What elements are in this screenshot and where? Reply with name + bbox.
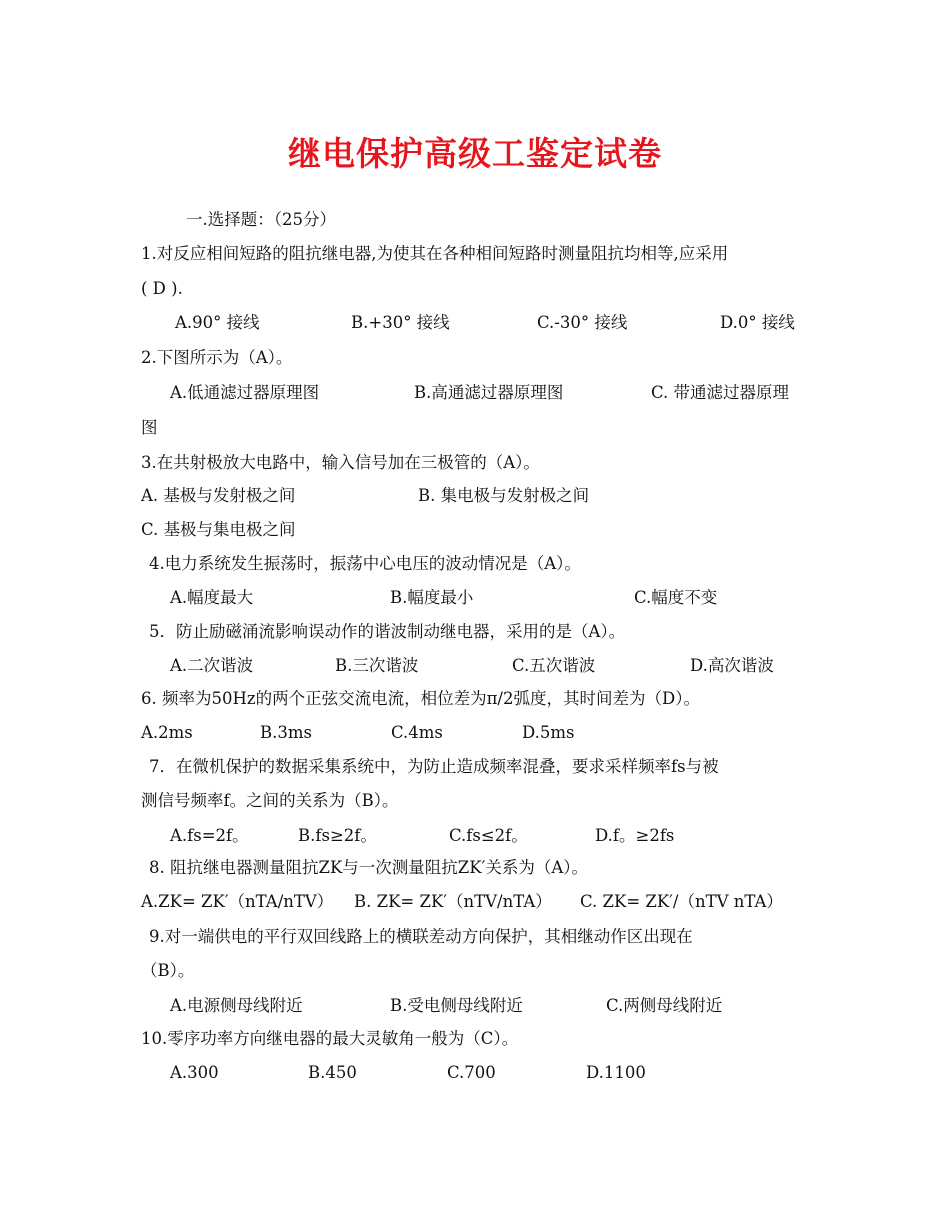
q1-option-c: C.-30° 接线 — [537, 313, 628, 332]
question-4-stem: 4.电力系统发生振荡时，振荡中心电压的波动情况是（A）。 — [149, 554, 581, 573]
q10-option-c: C.700 — [447, 1063, 496, 1082]
q10-option-a: A.300 — [170, 1063, 219, 1082]
question-5-stem: 5．防止励磁涌流影响误动作的谐波制动继电器，采用的是（A）。 — [149, 622, 626, 641]
section-heading: 一.选择题：（25分） — [186, 210, 336, 229]
q8-option-b: B. ZK= ZK′（nTV/nTA） — [354, 892, 552, 911]
q7-option-d: D.f。≥2fs — [595, 826, 675, 845]
question-9-stem-cont: （B）。 — [141, 961, 195, 980]
q3-option-c: C. 基极与集电极之间 — [141, 520, 296, 539]
q7-option-a: A.fs=2f。 — [170, 826, 249, 845]
q9-option-c: C.两侧母线附近 — [606, 996, 723, 1015]
q6-option-d: D.5ms — [522, 723, 575, 742]
q2-option-c-wrap: 图 — [141, 418, 158, 437]
q10-option-d: D.1100 — [586, 1063, 646, 1082]
q4-option-a: A.幅度最大 — [170, 588, 254, 607]
q3-option-a: A. 基极与发射极之间 — [141, 486, 296, 505]
q4-option-c: C.幅度不变 — [634, 588, 718, 607]
q2-option-b: B.高通滤过器原理图 — [414, 383, 564, 402]
q2-option-a: A.低通滤过器原理图 — [170, 383, 320, 402]
page-title: 继电保护高级工鉴定试卷 — [288, 134, 662, 173]
q3-option-b: B. 集电极与发射极之间 — [418, 486, 590, 505]
q1-option-b: B.+30° 接线 — [351, 313, 450, 332]
q8-option-c: C. ZK= ZK′/（nTV nTA） — [580, 892, 783, 911]
question-7-stem: 7．在微机保护的数据采集系统中，为防止造成频率混叠，要求采样频率fs与被 — [149, 757, 719, 776]
q5-option-d: D.高次谐波 — [690, 656, 774, 675]
question-6-stem: 6. 频率为50Hz的两个正弦交流电流，相位差为π/2弧度，其时间差为（D）。 — [141, 689, 700, 708]
question-8-stem: 8. 阻抗继电器测量阻抗ZK与一次测量阻抗ZK′关系为（A）。 — [149, 858, 588, 877]
q6-option-c: C.4ms — [391, 723, 443, 742]
q7-option-c: C.fs≤2f。 — [449, 826, 528, 845]
q5-option-b: B.三次谐波 — [335, 656, 419, 675]
question-1-stem-cont: ( D ). — [141, 279, 183, 298]
q2-option-c: C. 带通滤过器原理 — [651, 383, 790, 402]
q9-option-a: A.电源侧母线附近 — [170, 996, 303, 1015]
question-3-stem: 3.在共射极放大电路中，输入信号加在三极管的（A）。 — [141, 453, 540, 472]
q5-option-a: A.二次谐波 — [170, 656, 254, 675]
question-7-stem-cont: 测信号频率f。之间的关系为（B）。 — [141, 791, 399, 810]
q5-option-c: C.五次谐波 — [512, 656, 596, 675]
question-2-stem: 2.下图所示为（A）。 — [141, 348, 293, 367]
q7-option-b: B.fs≥2f。 — [298, 826, 377, 845]
q10-option-b: B.450 — [308, 1063, 357, 1082]
q6-option-a: A.2ms — [141, 723, 193, 742]
question-9-stem: 9.对一端供电的平行双回线路上的横联差动方向保护，其相继动作区出现在 — [149, 927, 693, 946]
q1-option-a: A.90° 接线 — [175, 313, 260, 332]
question-10-stem: 10.零序功率方向继电器的最大灵敏角一般为（C）。 — [141, 1029, 519, 1048]
q8-option-a: A.ZK= ZK′（nTA/nTV） — [141, 892, 334, 911]
question-1-stem: 1.对反应相间短路的阻抗继电器,为使其在各种相间短路时测量阻抗均相等,应采用 — [141, 244, 729, 263]
q1-option-d: D.0° 接线 — [720, 313, 795, 332]
q6-option-b: B.3ms — [260, 723, 312, 742]
q9-option-b: B.受电侧母线附近 — [390, 996, 523, 1015]
q4-option-b: B.幅度最小 — [390, 588, 474, 607]
